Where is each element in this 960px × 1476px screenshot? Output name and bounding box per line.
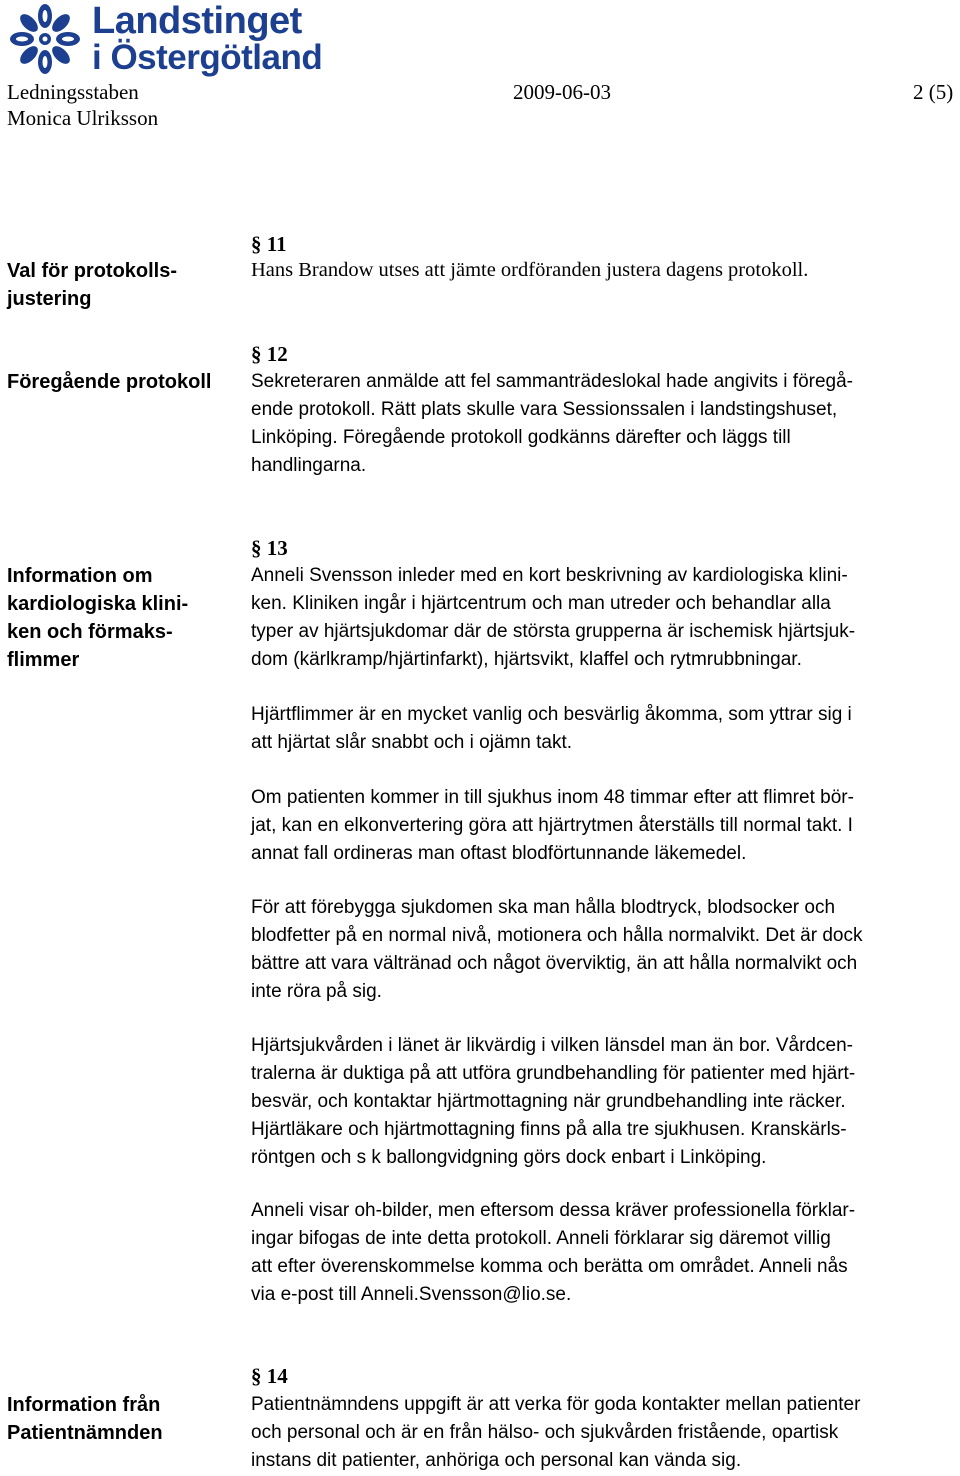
section-number: § 11	[251, 232, 287, 256]
section-paragraph: Sekreteraren anmälde att fel sammanträdeslokal hade angivits i föregå- ende protokoll. Rätt plats skulle vara Sessionssalen i landstingshuset, Linköping. Föregående protokoll godkänns därefter och läggs till handlingarna.	[251, 371, 853, 476]
logo-wordmark-line2: i Östergötland	[92, 38, 323, 77]
section-number: § 14	[251, 1364, 288, 1388]
section-paragraph: Om patienten kommer in till sjukhus inom 48 timmar efter att flimret bör- jat, kan en elkonvertering göra att hjärtrytmen återställs till normal takt. I annat fall ordineras man oftast blodförtunnande läkemedel.	[251, 787, 854, 864]
document-date: 2009-06-03	[513, 80, 611, 104]
section-paragraph: Hans Brandow utses att jämte ordföranden justera dagens protokoll.	[251, 259, 809, 281]
section-paragraph: Hjärtsjukvården i länet är likvärdig i vilken länsdel man än bor. Vårdcen- tralerna är duktiga på att utföra grundbehandling för patienter med hjärt- besvär, och kontaktar hjärtmottagning när grundbehandling inte räcker. Hjärtläkare och hjärtmottagning finns på alla tre sjukhusen. Kranskärls- röntgen och s k ballongvidgning görs dock enbart i Linköping.	[251, 1035, 856, 1168]
section-paragraph: Hjärtflimmer är en mycket vanlig och besvärlig åkomma, som yttrar sig i att hjärtat slår snabbt och i ojämn takt.	[251, 704, 852, 753]
department-name: Ledningsstaben	[7, 80, 139, 104]
section-paragraph: Patientnämndens uppgift är att verka för goda kontakter mellan patienter och personal och är en från hälso- och sjukvården fristående, opartisk instans dit patienter, anhöriga och personal kan vända sig.	[251, 1394, 861, 1471]
section-heading: Information från Patientnämnden	[7, 1394, 163, 1444]
section-number: § 13	[251, 536, 288, 560]
section-paragraph: Anneli visar oh-bilder, men eftersom dessa kräver professionella förklar- ingar bifogas de inte detta protokoll. Anneli förklarar sig däremot villig att efter överenskommelse komma och berätta om området. Anneli nås via e-post till Anneli.Svensson@lio.se.	[251, 1200, 856, 1305]
flower-emblem-icon	[6, 2, 84, 76]
section-heading: Information om kardiologiska klini- ken och förmaks- flimmer	[7, 565, 189, 671]
logo-wordmark-line1: Landstinget	[92, 0, 302, 42]
section-paragraph: För att förebygga sjukdomen ska man hålla blodtryck, blodsocker och blodfetter på en normal nivå, motionera och hålla normalvikt. Det är dock bättre att vara vältränad och något överviktig, än att hålla normalvikt och inte röra på sig.	[251, 897, 863, 1002]
section-heading: Föregående protokoll	[7, 371, 212, 393]
page-number: 2 (5)	[913, 80, 954, 104]
author-name: Monica Ulriksson	[7, 106, 159, 130]
section-paragraph: Anneli Svensson inleder med en kort beskrivning av kardiologiska klini- ken. Kliniken ingår i hjärtcentrum och man utreder och behandlar alla typer av hjärtsjukdomar där de största grupperna är ischemisk hjärtsjuk- dom (kärlkramp/hjärtinfarkt), hjärtsvikt, klaffel och rytmrubbningar.	[251, 565, 856, 670]
org-logo	[6, 2, 326, 76]
section-number: § 12	[251, 342, 288, 366]
section-heading: Val för protokolls- justering	[7, 260, 178, 310]
